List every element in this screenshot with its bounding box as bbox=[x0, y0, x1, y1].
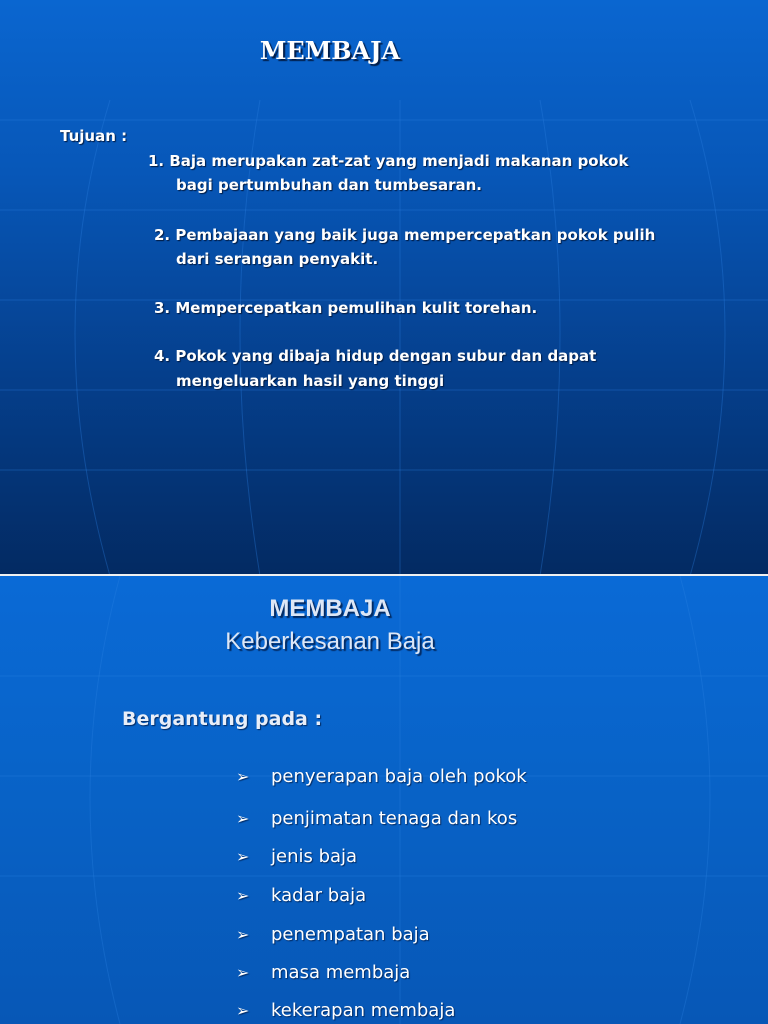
point-4-line-1: 4. Pokok yang dibaja hidup dengan subur dan dapat bbox=[154, 347, 597, 365]
list-item: ➢ penempatan baja bbox=[236, 924, 430, 945]
point-1-line-1: 1. Baja merupakan zat-zat yang menjadi makanan pokok bbox=[148, 152, 629, 170]
intro-label: Tujuan : bbox=[60, 127, 128, 145]
arrow-bullet-icon: ➢ bbox=[236, 1001, 250, 1020]
list-item: ➢ masa membaja bbox=[236, 962, 411, 983]
arrow-bullet-icon: ➢ bbox=[236, 847, 250, 866]
list-item: ➢ jenis baja bbox=[236, 846, 358, 867]
point-1-line-2: bagi pertumbuhan dan tumbesaran. bbox=[176, 176, 482, 194]
list-item: ➢ penyerapan baja oleh pokok bbox=[236, 766, 527, 787]
point-4-line-2: mengeluarkan hasil yang tinggi bbox=[176, 372, 445, 390]
arrow-bullet-icon: ➢ bbox=[236, 963, 250, 982]
point-3-line-1: 3. Mempercepatkan pemulihan kulit torehan. bbox=[154, 299, 538, 317]
slide-2-title: MEMBAJA bbox=[269, 595, 391, 622]
slide-1-title: MEMBAJA bbox=[259, 36, 401, 65]
list-item: ➢ penjimatan tenaga dan kos bbox=[236, 808, 518, 829]
arrow-bullet-icon: ➢ bbox=[236, 886, 250, 905]
arrow-bullet-icon: ➢ bbox=[236, 767, 250, 786]
arrow-bullet-icon: ➢ bbox=[236, 925, 250, 944]
list-item: ➢ kekerapan membaja bbox=[236, 1000, 456, 1021]
slide-2-subtitle: Keberkesanan Baja bbox=[225, 628, 435, 655]
point-2-line-2: dari serangan penyakit. bbox=[176, 250, 379, 268]
arrow-bullet-icon: ➢ bbox=[236, 809, 250, 828]
point-2-line-1: 2. Pembajaan yang baik juga mempercepatkan pokok pulih bbox=[154, 226, 656, 244]
list-item: ➢ kadar baja bbox=[236, 885, 367, 906]
slide-2-lead: Bergantung pada : bbox=[122, 708, 323, 730]
